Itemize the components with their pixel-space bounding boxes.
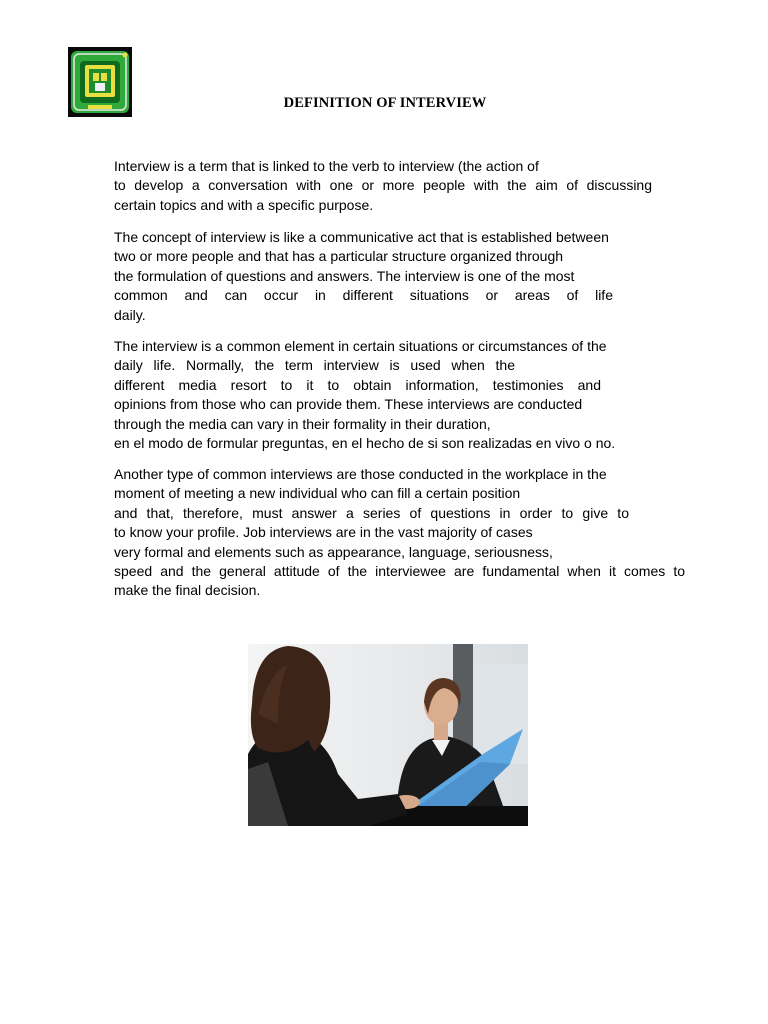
paragraph-2 [114,228,686,325]
interview-illustration [248,644,528,826]
paragraph-line: opinions from those who can provide them. These interviews are conducted [114,396,583,413]
paragraph-line: moment of meeting a new individual who can fill a certain position [114,485,521,502]
paragraph-line: to know your profile. Job interviews are in the vast majority of cases [114,524,533,541]
paragraph-3 [114,337,686,453]
paragraph-line: The concept of interview is like a communicative act that is established between [114,229,609,245]
paragraph-line: very formal and elements such as appearance, language, seriousness, [114,543,553,560]
paragraph-line: different media resort to it to obtain information, testimonies and [114,376,601,393]
paragraph-line: make the final decision. [114,582,261,599]
paragraph-line: The interview is a common element in certain situations or circumstances of the [114,338,607,354]
paragraph-line: Interview is a term that is linked to the verb to interview (the action of [114,158,539,174]
paragraph-4 [114,465,686,601]
paragraph-line: to develop a conversation with one or more people with the aim of discussing [114,177,652,194]
paragraph-line: and that, therefore, must answer a series of questions in order to give to [114,504,629,521]
paragraph-line: the formulation of questions and answers. The interview is one of the most [114,267,575,284]
paragraph-line: daily life. Normally, the term interview is used when the [114,357,515,374]
paragraph-line: speed and the general attitude of the interviewee are fundamental when it comes to [114,563,685,580]
page-title: DEFINITION OF INTERVIEW [283,95,487,111]
paragraph-line: through the media can vary in their formality in their duration, [114,415,491,432]
paragraph-line: certain topics and with a specific purpose. [114,196,374,213]
paragraph-line: daily. [114,306,146,323]
paragraph-1 [114,157,686,215]
paragraph-line: en el modo de formular preguntas, en el hecho de si son realizadas en vivo o no. [114,435,616,452]
paragraph-line: common and can occur in different situations or areas of life [114,287,613,304]
job-interview-photo [248,644,528,826]
paragraph-line: two or more people and that has a particular structure organized through [114,248,564,265]
paragraph-line: Another type of common interviews are those conducted in the workplace in the [114,466,607,482]
